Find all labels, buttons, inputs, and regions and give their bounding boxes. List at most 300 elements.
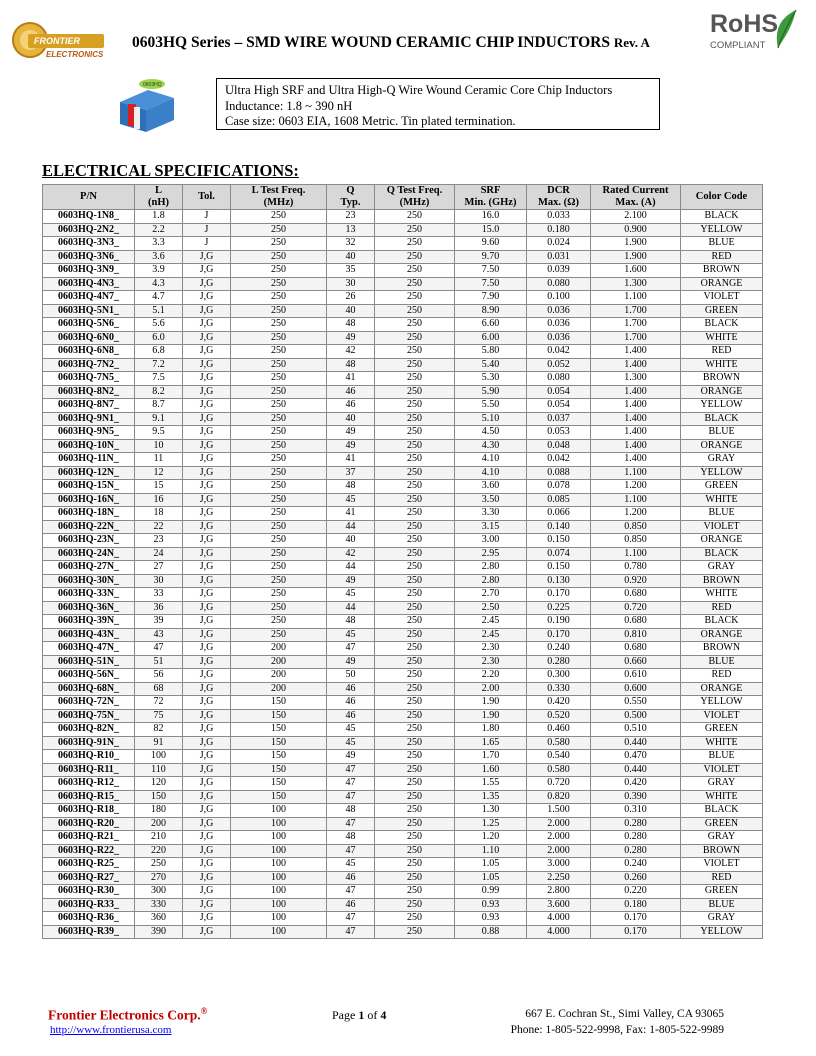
table-cell: J,G — [183, 871, 231, 885]
table-cell: 120 — [135, 777, 183, 791]
table-cell: 1.700 — [591, 304, 681, 318]
table-cell: BLUE — [681, 507, 763, 521]
table-cell: 1.25 — [455, 817, 527, 831]
part-number-cell: 0603HQ-9N5_ — [43, 426, 135, 440]
column-header-label: Tol. — [198, 191, 215, 202]
table-cell: 100 — [231, 898, 327, 912]
table-cell: 250 — [231, 318, 327, 332]
part-number-cell: 0603HQ-30N_ — [43, 574, 135, 588]
part-number-cell: 0603HQ-4N3_ — [43, 277, 135, 291]
table-cell: 1.30 — [455, 804, 527, 818]
column-header-label: DCR — [547, 185, 570, 196]
table-cell: 3.15 — [455, 520, 527, 534]
part-number-cell: 0603HQ-9N1_ — [43, 412, 135, 426]
table-cell: 390 — [135, 925, 183, 939]
table-cell: 2.000 — [527, 817, 591, 831]
part-number-cell: 0603HQ-23N_ — [43, 534, 135, 548]
table-cell: 250 — [375, 277, 455, 291]
table-cell: J,G — [183, 709, 231, 723]
table-cell: 0.170 — [591, 912, 681, 926]
table-cell: 0.080 — [527, 277, 591, 291]
table-cell: 47 — [327, 763, 375, 777]
table-row — [43, 723, 763, 737]
table-cell: J,G — [183, 925, 231, 939]
table-cell: 32 — [327, 237, 375, 251]
table-cell: 6.8 — [135, 345, 183, 359]
table-cell: 0.820 — [527, 790, 591, 804]
table-row — [43, 669, 763, 683]
table-cell: 4.7 — [135, 291, 183, 305]
table-cell: 1.200 — [591, 507, 681, 521]
table-row — [43, 588, 763, 602]
column-header — [527, 185, 591, 210]
table-cell: BLACK — [681, 547, 763, 561]
table-row — [43, 318, 763, 332]
table-cell: 1.60 — [455, 763, 527, 777]
table-cell: 180 — [135, 804, 183, 818]
table-cell: 30 — [327, 277, 375, 291]
table-cell: 50 — [327, 669, 375, 683]
table-cell: 1.200 — [591, 480, 681, 494]
part-number-cell: 0603HQ-R36_ — [43, 912, 135, 926]
table-row — [43, 831, 763, 845]
table-row — [43, 480, 763, 494]
table-cell: 0.420 — [591, 777, 681, 791]
table-row — [43, 358, 763, 372]
table-cell: J,G — [183, 358, 231, 372]
table-row — [43, 655, 763, 669]
table-cell: 250 — [375, 709, 455, 723]
table-cell: 49 — [327, 750, 375, 764]
part-number-cell: 0603HQ-7N2_ — [43, 358, 135, 372]
table-row — [43, 210, 763, 224]
part-number-cell: 0603HQ-8N2_ — [43, 385, 135, 399]
company-name: Frontier Electronics Corp. — [48, 1007, 201, 1023]
table-cell: 250 — [375, 898, 455, 912]
part-number-cell: 0603HQ-15N_ — [43, 480, 135, 494]
table-cell: J,G — [183, 507, 231, 521]
table-cell: J,G — [183, 439, 231, 453]
table-cell: 250 — [375, 871, 455, 885]
table-header-row — [43, 185, 763, 210]
electrical-specifications-heading: ELECTRICAL SPECIFICATIONS: — [42, 161, 299, 180]
table-cell: 47 — [327, 912, 375, 926]
table-cell: 2.000 — [527, 831, 591, 845]
table-cell: 150 — [231, 790, 327, 804]
table-cell: 37 — [327, 466, 375, 480]
part-number-cell: 0603HQ-R30_ — [43, 885, 135, 899]
table-cell: 200 — [231, 642, 327, 656]
table-cell: 250 — [375, 574, 455, 588]
table-cell: 72 — [135, 696, 183, 710]
table-cell: 1.700 — [591, 318, 681, 332]
table-row — [43, 291, 763, 305]
table-cell: 250 — [231, 588, 327, 602]
table-cell: J,G — [183, 804, 231, 818]
table-cell: WHITE — [681, 331, 763, 345]
table-cell: BLACK — [681, 615, 763, 629]
column-header-label: Rated Current — [602, 185, 669, 196]
column-header-unit: (nH) — [148, 197, 169, 208]
table-cell: 0.039 — [527, 264, 591, 278]
table-cell: 250 — [375, 493, 455, 507]
table-cell: 0.310 — [591, 804, 681, 818]
table-cell: 0.280 — [591, 831, 681, 845]
table-cell: 0.610 — [591, 669, 681, 683]
table-cell: WHITE — [681, 493, 763, 507]
table-cell: 0.470 — [591, 750, 681, 764]
table-cell: J,G — [183, 601, 231, 615]
table-cell: 270 — [135, 871, 183, 885]
table-cell: 110 — [135, 763, 183, 777]
table-cell: 2.70 — [455, 588, 527, 602]
table-cell: 250 — [231, 237, 327, 251]
table-cell: 0.031 — [527, 250, 591, 264]
table-cell: 250 — [375, 412, 455, 426]
table-cell: 100 — [231, 831, 327, 845]
table-cell: 250 — [231, 345, 327, 359]
table-cell: 0.680 — [591, 588, 681, 602]
table-cell: 1.400 — [591, 453, 681, 467]
table-cell: VIOLET — [681, 709, 763, 723]
table-cell: 5.40 — [455, 358, 527, 372]
column-header — [455, 185, 527, 210]
table-cell: 24 — [135, 547, 183, 561]
table-cell: 250 — [375, 763, 455, 777]
table-cell: 4.10 — [455, 466, 527, 480]
table-cell: 9.5 — [135, 426, 183, 440]
column-header-unit: Typ. — [340, 197, 361, 208]
part-number-cell: 0603HQ-1N8_ — [43, 210, 135, 224]
part-number-cell: 0603HQ-4N7_ — [43, 291, 135, 305]
table-cell: J,G — [183, 547, 231, 561]
table-cell: 1.20 — [455, 831, 527, 845]
column-header-unit: Max. (Ω) — [537, 197, 580, 208]
table-cell: 1.400 — [591, 399, 681, 413]
part-number-cell: 0603HQ-3N3_ — [43, 237, 135, 251]
table-cell: 43 — [135, 628, 183, 642]
table-row — [43, 615, 763, 629]
table-cell: 250 — [375, 669, 455, 683]
table-row — [43, 264, 763, 278]
table-cell: 250 — [375, 804, 455, 818]
column-header-unit: (MHz) — [399, 197, 430, 208]
table-cell: 250 — [375, 925, 455, 939]
table-cell: 1.700 — [591, 331, 681, 345]
table-cell: 18 — [135, 507, 183, 521]
table-cell: 3.000 — [527, 858, 591, 872]
table-cell: WHITE — [681, 358, 763, 372]
table-cell: 150 — [231, 763, 327, 777]
table-cell: 6.00 — [455, 331, 527, 345]
table-cell: J,G — [183, 588, 231, 602]
table-cell: J,G — [183, 453, 231, 467]
table-cell: 250 — [231, 480, 327, 494]
table-cell: 4.000 — [527, 925, 591, 939]
table-cell: J,G — [183, 615, 231, 629]
table-cell: GRAY — [681, 561, 763, 575]
table-cell: 250 — [231, 210, 327, 224]
table-row — [43, 682, 763, 696]
table-cell: 250 — [231, 493, 327, 507]
part-number-cell: 0603HQ-82N_ — [43, 723, 135, 737]
table-cell: 47 — [327, 790, 375, 804]
table-cell: 0.150 — [527, 534, 591, 548]
table-cell: 250 — [375, 588, 455, 602]
table-cell: 5.10 — [455, 412, 527, 426]
table-cell: VIOLET — [681, 763, 763, 777]
table-cell: 0.042 — [527, 453, 591, 467]
table-cell: 3.3 — [135, 237, 183, 251]
table-row — [43, 345, 763, 359]
table-row — [43, 250, 763, 264]
page-prefix: Page — [332, 1008, 359, 1022]
table-cell: 3.00 — [455, 534, 527, 548]
part-number-cell: 0603HQ-33N_ — [43, 588, 135, 602]
table-cell: 15.0 — [455, 223, 527, 237]
table-row — [43, 790, 763, 804]
table-cell: GREEN — [681, 817, 763, 831]
table-cell: GRAY — [681, 912, 763, 926]
part-number-cell: 0603HQ-56N_ — [43, 669, 135, 683]
table-row — [43, 439, 763, 453]
table-cell: 250 — [375, 223, 455, 237]
table-cell: 0.810 — [591, 628, 681, 642]
part-number-cell: 0603HQ-7N5_ — [43, 372, 135, 386]
table-cell: GREEN — [681, 723, 763, 737]
table-cell: 250 — [375, 385, 455, 399]
table-cell: 7.90 — [455, 291, 527, 305]
table-cell: 1.100 — [591, 466, 681, 480]
table-cell: J,G — [183, 669, 231, 683]
table-cell: 0.680 — [591, 642, 681, 656]
table-cell: 250 — [375, 453, 455, 467]
table-cell: BROWN — [681, 372, 763, 386]
part-number-cell: 0603HQ-10N_ — [43, 439, 135, 453]
table-cell: RED — [681, 669, 763, 683]
table-cell: 2.95 — [455, 547, 527, 561]
part-number-cell: 0603HQ-8N7_ — [43, 399, 135, 413]
description-line: Case size: 0603 EIA, 1608 Metric. Tin plated termination. — [225, 114, 516, 128]
table-cell: 250 — [375, 615, 455, 629]
table-cell: J,G — [183, 628, 231, 642]
table-cell: WHITE — [681, 588, 763, 602]
table-cell: 0.510 — [591, 723, 681, 737]
table-cell: 0.140 — [527, 520, 591, 534]
table-cell: 6.60 — [455, 318, 527, 332]
column-header-unit: Min. (GHz) — [464, 197, 517, 208]
table-cell: J,G — [183, 466, 231, 480]
table-cell: 35 — [327, 264, 375, 278]
table-cell: YELLOW — [681, 696, 763, 710]
table-row — [43, 885, 763, 899]
table-cell: J,G — [183, 250, 231, 264]
table-cell: 250 — [375, 304, 455, 318]
table-cell: 0.170 — [591, 925, 681, 939]
table-cell: 48 — [327, 831, 375, 845]
table-cell: 0.053 — [527, 426, 591, 440]
description-line: Ultra High SRF and Ultra High-Q Wire Wound Ceramic Core Chip Inductors — [225, 83, 613, 97]
column-header — [327, 185, 375, 210]
table-cell: 22 — [135, 520, 183, 534]
table-cell: 45 — [327, 723, 375, 737]
table-cell: BLACK — [681, 804, 763, 818]
column-header-label: P/N — [80, 191, 97, 202]
table-cell: 4.000 — [527, 912, 591, 926]
table-cell: 4.3 — [135, 277, 183, 291]
part-number-cell: 0603HQ-12N_ — [43, 466, 135, 480]
part-number-cell: 0603HQ-16N_ — [43, 493, 135, 507]
table-cell: 250 — [375, 601, 455, 615]
table-cell: 0.660 — [591, 655, 681, 669]
part-number-cell: 0603HQ-47N_ — [43, 642, 135, 656]
table-cell: GRAY — [681, 777, 763, 791]
table-cell: 40 — [327, 250, 375, 264]
table-cell: 250 — [231, 520, 327, 534]
table-cell: 2.80 — [455, 561, 527, 575]
table-cell: 40 — [327, 304, 375, 318]
part-number-cell: 0603HQ-51N_ — [43, 655, 135, 669]
description-line: Inductance: 1.8 ~ 390 nH — [225, 98, 353, 113]
table-row — [43, 372, 763, 386]
table-cell: J,G — [183, 790, 231, 804]
table-cell: 250 — [231, 358, 327, 372]
table-row — [43, 871, 763, 885]
table-cell: 16 — [135, 493, 183, 507]
table-cell: 8.7 — [135, 399, 183, 413]
table-cell: 250 — [231, 561, 327, 575]
table-cell: ORANGE — [681, 277, 763, 291]
table-cell: J,G — [183, 277, 231, 291]
table-cell: 200 — [231, 682, 327, 696]
table-cell: 250 — [231, 250, 327, 264]
table-cell: 0.042 — [527, 345, 591, 359]
table-cell: J,G — [183, 331, 231, 345]
table-cell: 56 — [135, 669, 183, 683]
table-cell: 0.033 — [527, 210, 591, 224]
table-cell: VIOLET — [681, 291, 763, 305]
column-header-unit: (MHz) — [263, 197, 294, 208]
table-cell: YELLOW — [681, 925, 763, 939]
table-cell: 0.240 — [527, 642, 591, 656]
table-cell: J,G — [183, 723, 231, 737]
table-cell: 250 — [375, 250, 455, 264]
table-row — [43, 453, 763, 467]
table-cell: 0.088 — [527, 466, 591, 480]
table-cell: J,G — [183, 372, 231, 386]
table-cell: 2.30 — [455, 655, 527, 669]
table-cell: 46 — [327, 696, 375, 710]
table-row — [43, 277, 763, 291]
column-header-label: Color Code — [695, 191, 748, 202]
table-cell: 1.400 — [591, 358, 681, 372]
table-cell: J,G — [183, 399, 231, 413]
table-cell: 100 — [231, 817, 327, 831]
table-cell: 33 — [135, 588, 183, 602]
table-cell: 0.048 — [527, 439, 591, 453]
table-cell: 1.400 — [591, 439, 681, 453]
table-cell: J,G — [183, 777, 231, 791]
table-cell: J,G — [183, 750, 231, 764]
table-cell: 0.93 — [455, 898, 527, 912]
table-cell: 150 — [231, 696, 327, 710]
table-cell: 44 — [327, 520, 375, 534]
logo-text-electronics: ELECTRONICS — [46, 50, 104, 59]
table-cell: BLUE — [681, 426, 763, 440]
table-cell: 150 — [135, 790, 183, 804]
table-cell: VIOLET — [681, 858, 763, 872]
table-cell: 210 — [135, 831, 183, 845]
table-cell: 47 — [327, 925, 375, 939]
chip-label: 0603HQ — [143, 82, 162, 88]
table-row — [43, 925, 763, 939]
part-number-cell: 0603HQ-R10_ — [43, 750, 135, 764]
table-row — [43, 304, 763, 318]
table-cell: 250 — [375, 682, 455, 696]
table-row — [43, 223, 763, 237]
table-cell: 49 — [327, 331, 375, 345]
part-number-cell: 0603HQ-27N_ — [43, 561, 135, 575]
table-row — [43, 399, 763, 413]
table-cell: 0.520 — [527, 709, 591, 723]
table-cell: RED — [681, 345, 763, 359]
table-cell: 250 — [375, 561, 455, 575]
company-website-link[interactable]: http://www.frontierusa.com — [50, 1024, 172, 1036]
table-cell: 0.300 — [527, 669, 591, 683]
part-number-cell: 0603HQ-6N8_ — [43, 345, 135, 359]
table-cell: 1.500 — [527, 804, 591, 818]
table-cell: RED — [681, 250, 763, 264]
part-number-cell: 0603HQ-R22_ — [43, 844, 135, 858]
table-cell: 150 — [231, 709, 327, 723]
part-number-cell: 0603HQ-R11_ — [43, 763, 135, 777]
table-cell: 0.180 — [527, 223, 591, 237]
table-cell: 2.2 — [135, 223, 183, 237]
table-cell: BLUE — [681, 237, 763, 251]
table-cell: 250 — [375, 885, 455, 899]
table-cell: 4.30 — [455, 439, 527, 453]
table-cell: 250 — [231, 466, 327, 480]
table-cell: 0.850 — [591, 520, 681, 534]
table-cell: 45 — [327, 858, 375, 872]
table-cell: 49 — [327, 439, 375, 453]
leaf-icon — [770, 8, 802, 52]
table-cell: J,G — [183, 412, 231, 426]
table-cell: ORANGE — [681, 534, 763, 548]
table-cell: 2.30 — [455, 642, 527, 656]
table-cell: BROWN — [681, 264, 763, 278]
table-cell: 5.30 — [455, 372, 527, 386]
table-cell: 5.50 — [455, 399, 527, 413]
table-cell: 48 — [327, 615, 375, 629]
table-cell: 0.460 — [527, 723, 591, 737]
table-cell: 2.000 — [527, 844, 591, 858]
table-cell: 150 — [231, 750, 327, 764]
rohs-badge — [706, 8, 802, 60]
table-row — [43, 804, 763, 818]
part-number-cell: 0603HQ-R15_ — [43, 790, 135, 804]
table-cell: 250 — [375, 777, 455, 791]
part-number-cell: 0603HQ-43N_ — [43, 628, 135, 642]
table-cell: 68 — [135, 682, 183, 696]
table-cell: 46 — [327, 682, 375, 696]
table-cell: 1.100 — [591, 493, 681, 507]
table-cell: 0.080 — [527, 372, 591, 386]
table-cell: 46 — [327, 871, 375, 885]
table-cell: 9.1 — [135, 412, 183, 426]
table-cell: 250 — [375, 264, 455, 278]
table-cell: 49 — [327, 655, 375, 669]
